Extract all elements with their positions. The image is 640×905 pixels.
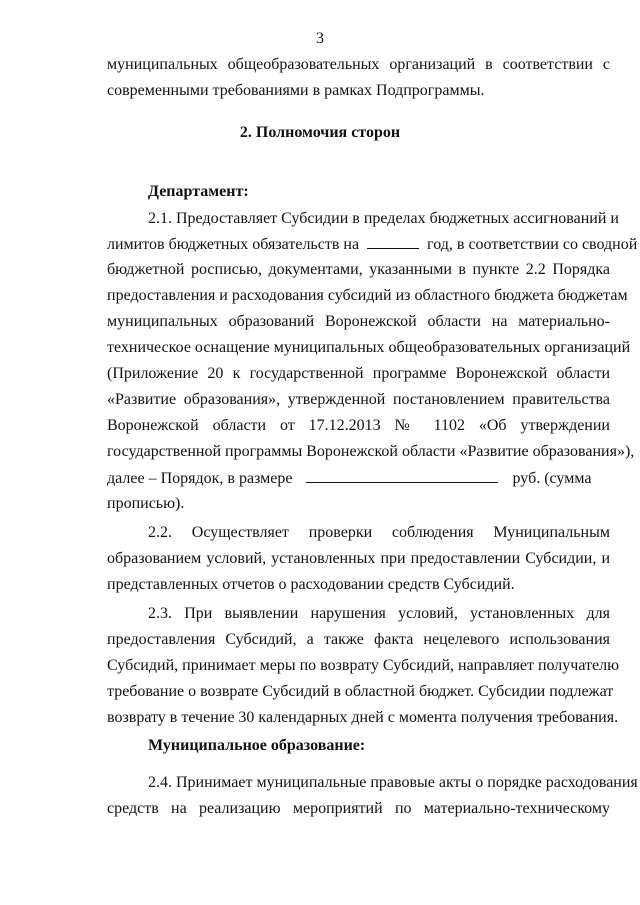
paragraph-2-3-line: требование о возврате Субсидий в областной бюджет. Субсидии подлежат (107, 683, 614, 700)
paragraph-2-1-line (107, 468, 610, 489)
paragraph-2-2-line: образованием условий, установленных при предоставлении Субсидии, и (107, 550, 610, 567)
paragraph-2-4-line: 2.4. Принимает муниципальные правовые акты о порядке расходования (148, 774, 638, 791)
amount-blank-field (306, 468, 498, 483)
paragraph-2-1-line: техническое оснащение муниципальных общеобразовательных организаций (107, 339, 631, 356)
year-blank-field (367, 234, 419, 249)
paragraph-2-1-line: «Развитие образования», утвержденной постановлением правительства (107, 391, 610, 408)
section-heading: 2. Полномочия сторон (239, 124, 401, 141)
paragraph-2-1-line (107, 234, 638, 255)
paragraph-2-1-line: муниципальных образований Воронежской области на материально- (107, 313, 610, 330)
paragraph-2-1-line: бюджетной росписью, документами, указанными в пункте 2.2 Порядка (107, 261, 610, 278)
paragraph-2-1-line: предоставления и расходования субсидий из областного бюджета бюджетам (107, 287, 628, 304)
text-fragment: лимитов бюджетных обязательств на (107, 236, 360, 253)
paragraph-2-1-line: прописью). (107, 495, 185, 512)
text-fragment: год, в соответствии со сводной (427, 236, 638, 253)
text-fragment: руб. (сумма (512, 470, 592, 487)
paragraph-2-1-line: Воронежской области от 17.12.2013 № 1102 «Об утверждении (107, 417, 610, 434)
municipality-subheading: Муниципальное образование: (148, 737, 366, 754)
paragraph-2-1-line: государственной программы Воронежской области «Развитие образования»), (107, 443, 635, 460)
paragraph-2-3-line: Субсидий, принимает меры по возврату Субсидий, направляет получателю (107, 657, 620, 674)
paragraph-2-3-line: предоставления Субсидий, а также факта нецелевого использования (107, 631, 610, 648)
paragraph-2-3-line: возврату в течение 30 календарных дней с момента получения требования. (107, 709, 619, 726)
page-number: 3 (316, 30, 324, 47)
paragraph-2-4-line: средств на реализацию мероприятий по материально-техническому (107, 800, 610, 817)
paragraph-2-2-line: представленных отчетов о расходовании средств Субсидий. (107, 576, 515, 593)
paragraph-2-1-line: (Приложение 20 к государственной программе Воронежской области (107, 365, 610, 382)
text-line: современными требованиями в рамках Подпрограммы. (107, 82, 485, 99)
text-line: муниципальных общеобразовательных организаций в соответствии с (107, 56, 610, 73)
department-subheading: Департамент: (148, 183, 249, 200)
paragraph-2-2-line: 2.2. Осуществляет проверки соблюдения Муниципальным (148, 524, 610, 541)
text-fragment: далее – Порядок, в размере (107, 470, 293, 487)
paragraph-2-3-line: 2.3. При выявлении нарушения условий, установленных для (148, 605, 610, 622)
paragraph-2-1-line: 2.1. Предоставляет Субсидии в пределах бюджетных ассигнований и (148, 210, 619, 227)
